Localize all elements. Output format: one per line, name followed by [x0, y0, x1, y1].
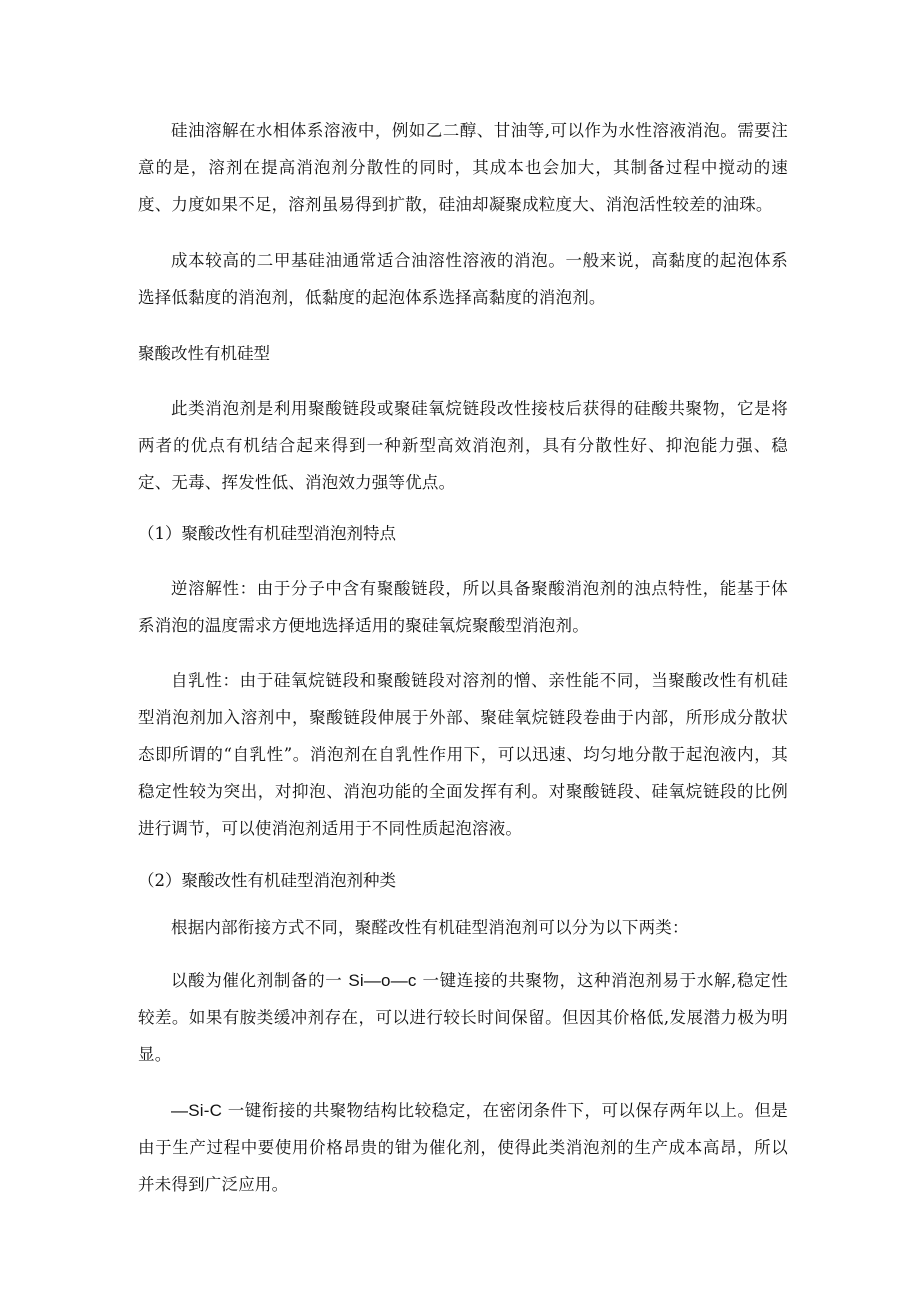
subheading-features: （1）聚酸改性有机硅型消泡剂特点	[138, 524, 396, 543]
paragraph-si-c-type	[138, 1092, 788, 1203]
paragraph-si-o-c-body: 一键连接的共聚物，这种消泡剂易于水解,稳定性较差。如果有胺类缓冲剂存在，可以进行较长时间保留。但因其价格低,发展潜力极为明显。	[138, 971, 788, 1064]
paragraph-self-emulsifying: 自乳性：由于硅氧烷链段和聚酸链段对溶剂的憎、亲性能不同，当聚酸改性有机硅型消泡剂加入溶剂中，聚酸链段伸展于外部、聚硅氧烷链段卷曲于内部，所形成分散状态即所谓的“自乳性”。消泡剂在自乳性作用下，可以迅速、均匀地分散于起泡液内，其稳定性较为突出，对抑泡、消泡功能的全面发挥有利。对聚酸链段、硅氧烷链段的比例进行调节，可以使消泡剂适用于不同性质起泡溶液。	[138, 671, 788, 838]
paragraph-inverse-solubility: 逆溶解性：由于分子中含有聚酸链段，所以具备聚酸消泡剂的浊点特性，能基于体系消泡的温度需求方便地选择适用的聚硅氧烷聚酸型消泡剂。	[138, 579, 788, 635]
paragraph-polyether-copolymer: 此类消泡剂是利用聚酸链段或聚硅氧烷链段改性接枝后获得的硅酸共聚物，它是将两者的优点有机结合起来得到一种新型高效消泡剂，具有分散性好、抑泡能力强、稳定、无毒、挥发性低、消泡效力强等优点。	[138, 399, 788, 492]
section-heading-polyether-silicone: 聚酸改性有机硅型	[138, 344, 270, 363]
si-o-c-formula: Si—o—c	[348, 971, 417, 990]
paragraph-si-o-c-intro: 以酸为催化剂制备的一	[171, 971, 349, 990]
paragraph-dimethyl-silicone: 成本较高的二甲基硅油通常适合油溶性溶液的消泡。一般来说，高黏度的起泡体系选择低黏度的消泡剂，低黏度的起泡体系选择高黏度的消泡剂。	[138, 251, 788, 307]
paragraph-silicone-aqueous: 硅油溶解在水相体系溶液中，例如乙二醇、甘油等,可以作为水性溶液消泡。需要注意的是，溶剂在提高消泡剂分散性的同时，其成本也会加大，其制备过程中搅动的速度、力度如果不足，溶剂虽易得到扩散，硅油却凝聚成粒度大、消泡活性较差的油珠。	[138, 121, 788, 214]
paragraph-two-types: 根据内部衔接方式不同，聚醛改性有机硅型消泡剂可以分为以下两类：	[171, 918, 689, 937]
subheading-types: （2）聚酸改性有机硅型消泡剂种类	[138, 871, 396, 890]
paragraph-si-o-c-type	[138, 962, 788, 1073]
paragraph-si-c-body: 一键衔接的共聚物结构比较稳定，在密闭条件下，可以保存两年以上。但是由于生产过程中要使用价格昂贵的钳为催化剂，使得此类消泡剂的生产成本高昂，所以并未得到广泛应用。	[138, 1101, 788, 1194]
si-c-formula: —Si-C	[171, 1101, 223, 1120]
